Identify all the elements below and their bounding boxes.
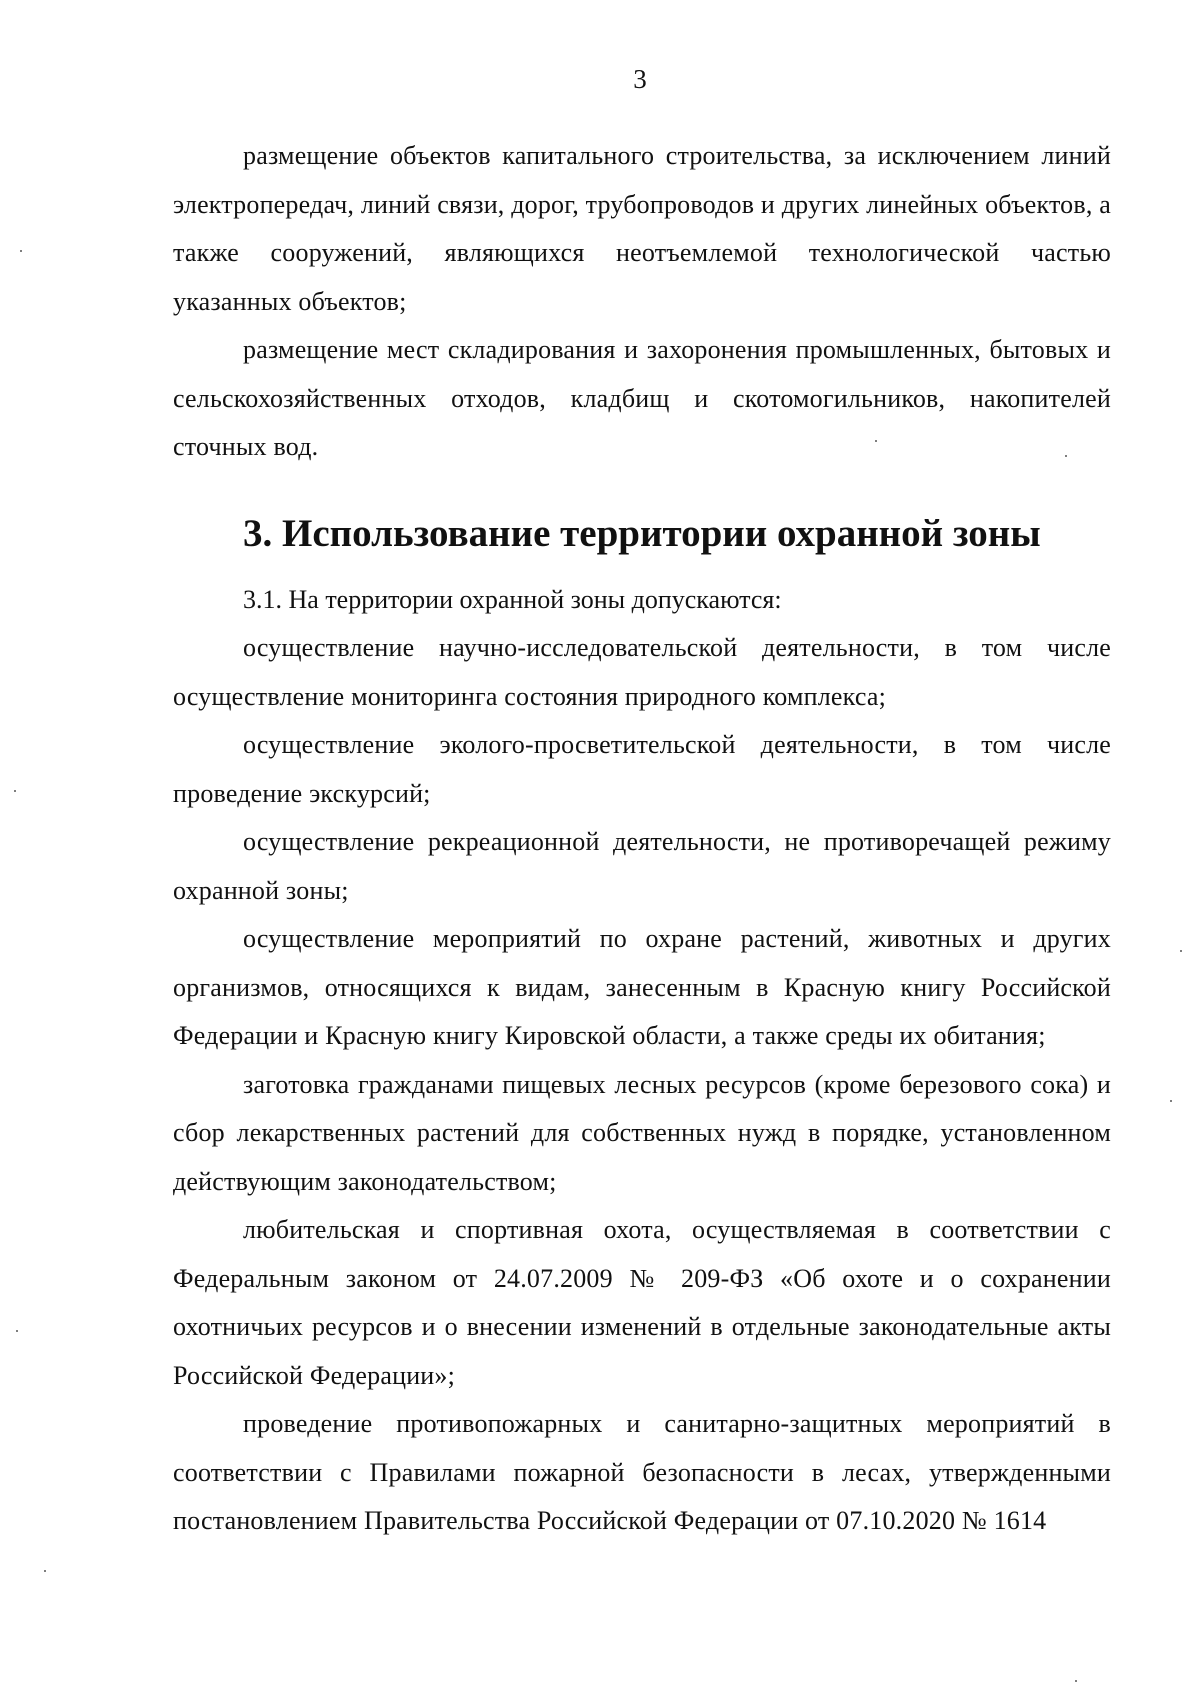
scan-speck [20, 250, 22, 252]
paragraph-waste-disposal: размещение мест складирования и захоронения промышленных, бытовых и сельскохозяйственных отходов, кладбищ и скотомогильников, накопителей сточных вод. [173, 335, 1111, 461]
scan-speck [1170, 1100, 1172, 1102]
scan-speck [14, 790, 16, 792]
scan-speck [16, 1330, 18, 1332]
scan-speck [1180, 950, 1182, 952]
paragraph-ecological-education: осуществление эколого-просветительской деятельности, в том числе проведение экскурсий; [173, 730, 1111, 808]
page-number: 3 [633, 64, 647, 94]
section-heading: 3. Использование территории охранной зоны [243, 511, 1041, 555]
clause-intro: 3.1. На территории охранной зоны допускаются: [243, 584, 782, 614]
paragraph-fire-safety: проведение противопожарных и санитарно-защитных мероприятий в соответствии с Правилами пожарной безопасности в лесах, утвержденными постановлением Правительства Российской Федерации от 07.10.2020 № 1614 [173, 1409, 1111, 1535]
paragraph-protection-measures: осуществление мероприятий по охране растений, животных и других организмов, относящихся к видам, занесенным в Красную книгу Российской Федерации и Красную книгу Кировской области, а также среды их обитания; [173, 924, 1111, 1050]
paragraph-forest-resources: заготовка гражданами пищевых лесных ресурсов (кроме березового сока) и сбор лекарственных растений для собственных нужд в порядке, установленном действующим законодательством; [173, 1069, 1111, 1196]
paragraph-research: осуществление научно-исследовательской деятельности, в том числе осуществление мониторинга состояния природного комплекса; [173, 633, 1111, 711]
scan-speck [1075, 1680, 1077, 1682]
scan-speck [44, 1570, 46, 1572]
paragraph-hunting: любительская и спортивная охота, осуществляемая в соответствии с Федеральным законом от 24.07.2009 № 209-ФЗ «Об охоте и о сохранении охотничьих ресурсов и о внесении изменений в отдельные законодательные акты Российской Федерации»; [173, 1215, 1111, 1390]
document-body [173, 132, 1111, 1546]
scan-speck [875, 440, 877, 442]
scan-speck [1065, 455, 1067, 457]
paragraph-recreation: осуществление рекреационной деятельности, не противоречащей режиму охранной зоны; [173, 827, 1111, 905]
paragraph-capital-construction: размещение объектов капитального строительства, за исключением линий электропередач, линий связи, дорог, трубопроводов и других линейных объектов, а также сооружений, являющихся неотъемлемой технологической частью указанных объектов; [173, 141, 1111, 316]
